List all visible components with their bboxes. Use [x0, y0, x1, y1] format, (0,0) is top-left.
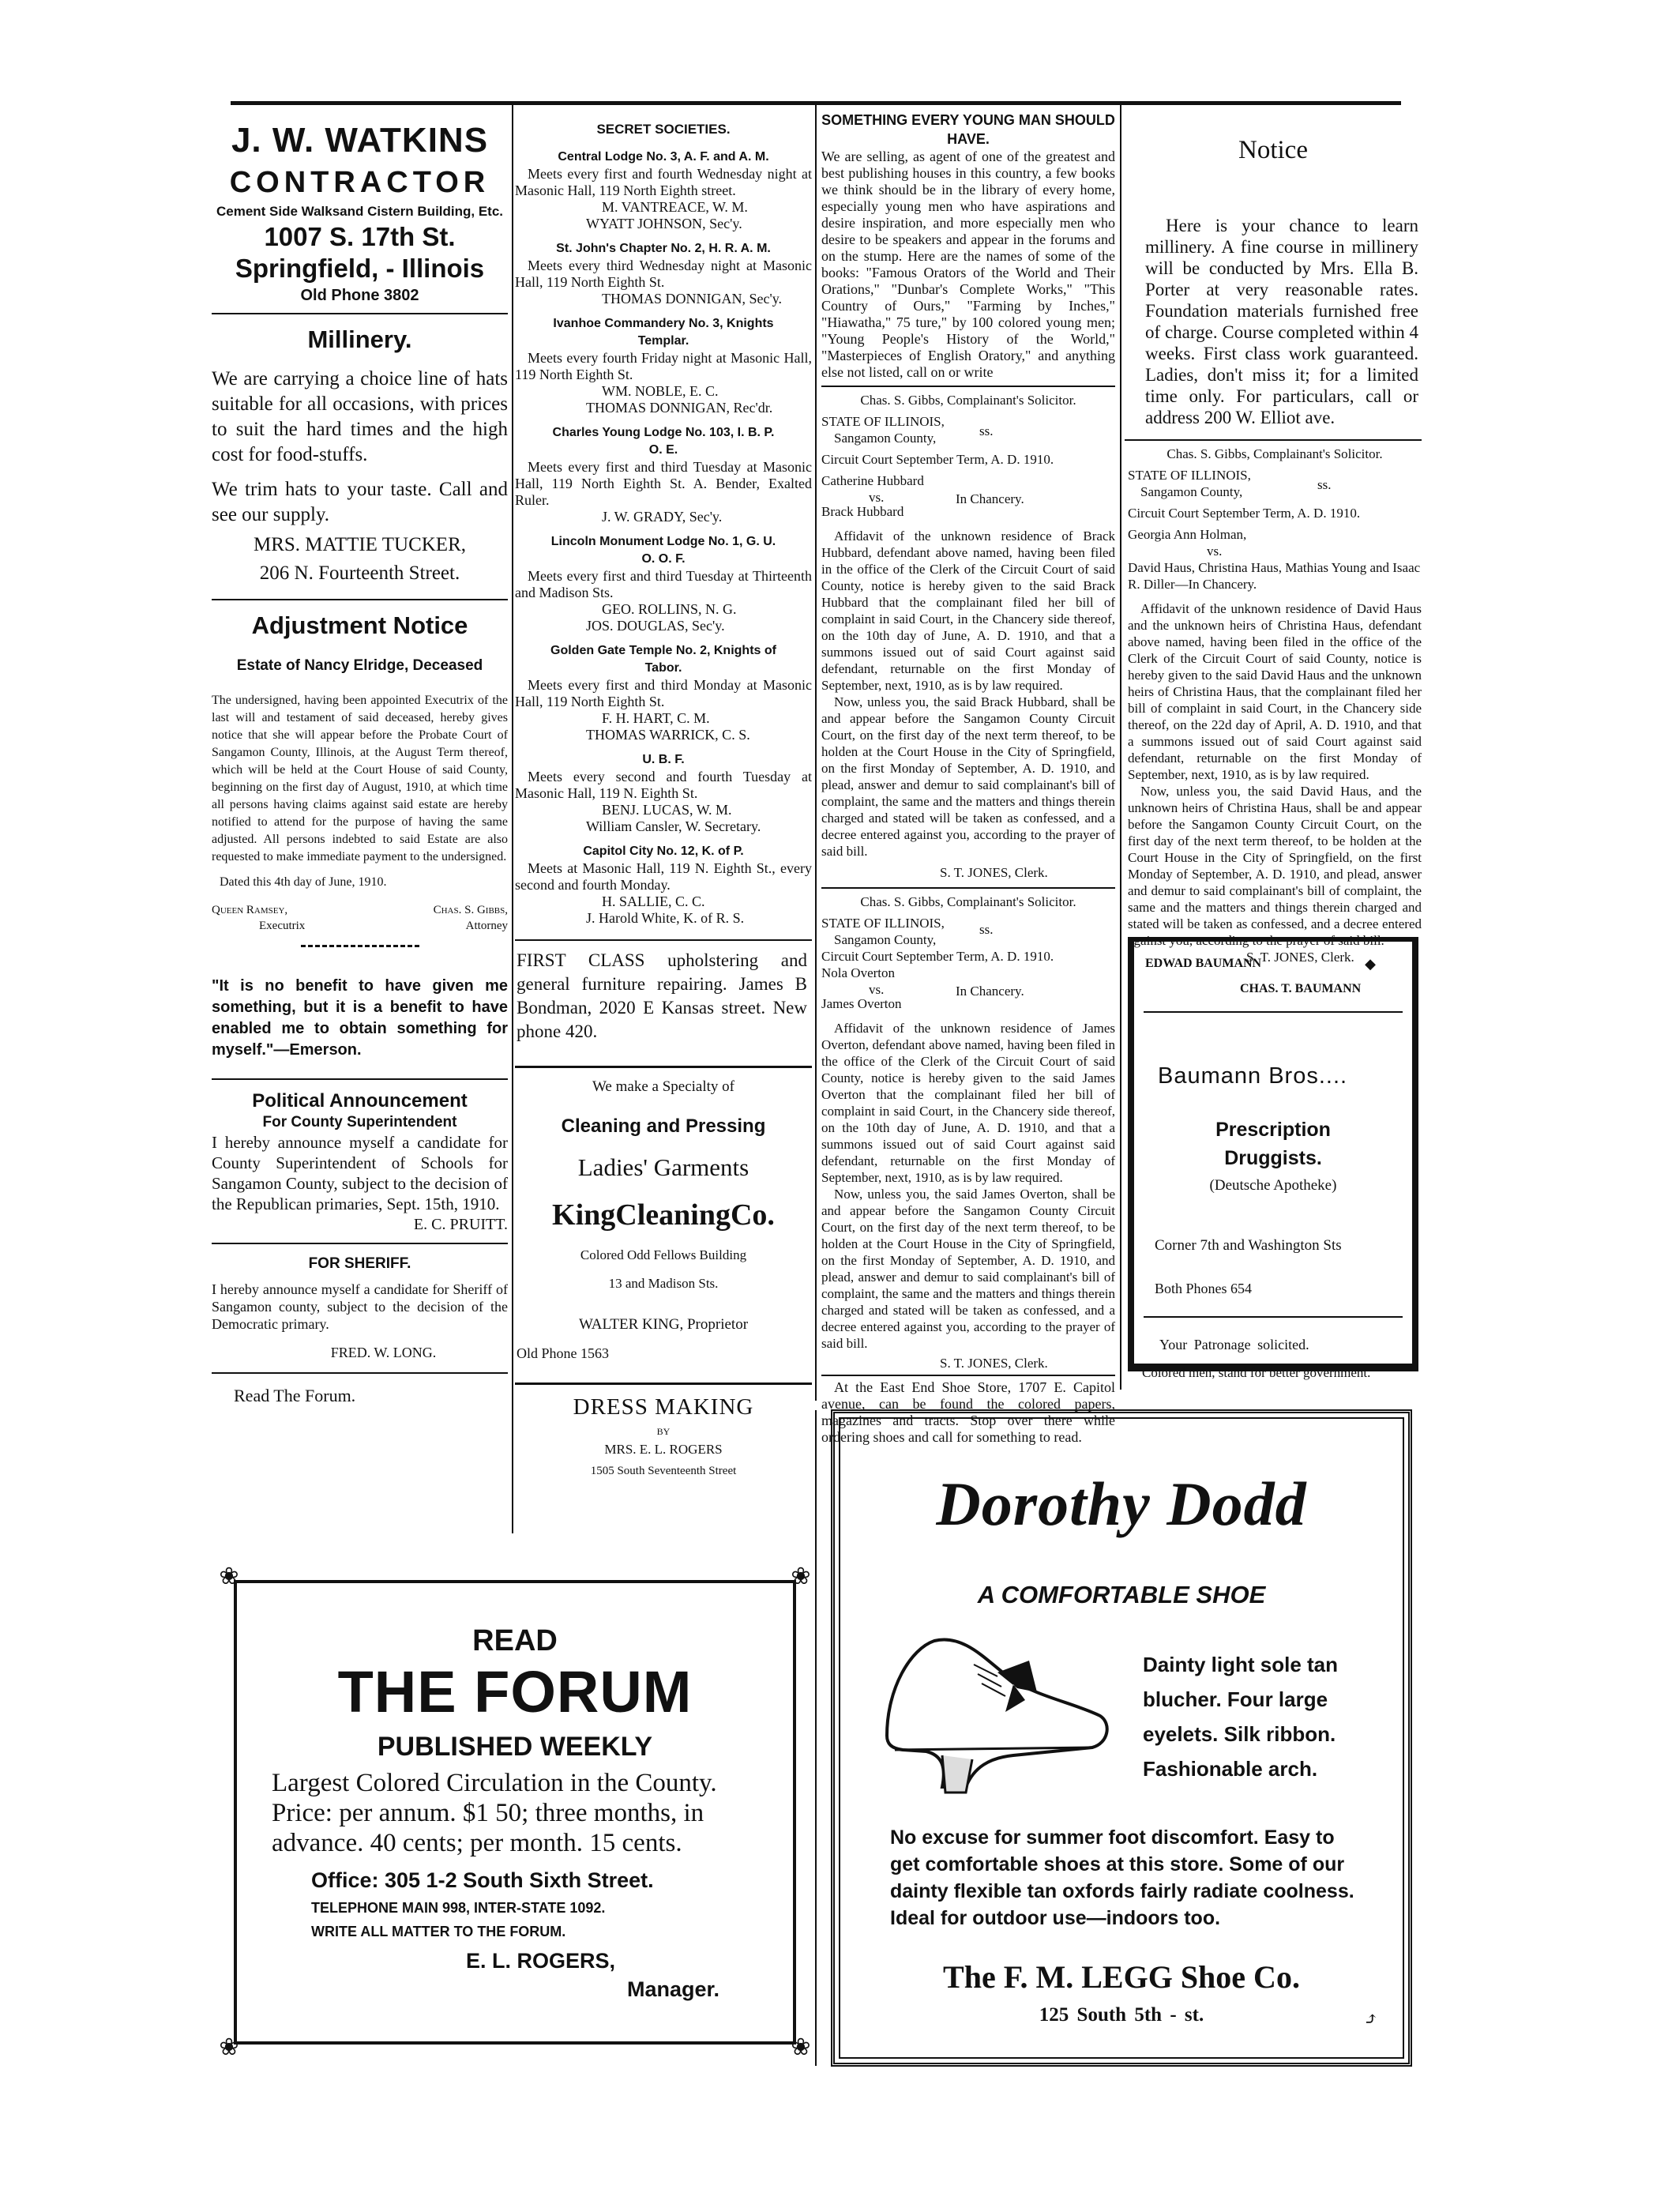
millinery-name: MRS. MATTIE TUCKER, [253, 534, 466, 555]
signature-right [434, 902, 508, 934]
lodge-officer: JOS. DOUGLAS, Sec'y. [586, 618, 725, 634]
legg-address: 125 South 5th - st. [1039, 2004, 1204, 2026]
sig-left-name: Queen Ramsey, [212, 904, 288, 916]
lodge-list [515, 149, 812, 927]
king-cleaning-ad [515, 1076, 812, 1364]
lodge-officer: J. Harold White, K. of R. S. [586, 910, 745, 926]
millinery-ad [212, 321, 508, 588]
shoe-headline: A COMFORTABLE SHOE [977, 1581, 1266, 1608]
overton-clerk: S. T. JONES, Clerk. [940, 1356, 1048, 1371]
hubbard-court: Circuit Court September Term, A. D. 1910. [821, 452, 1054, 467]
divider [212, 313, 508, 314]
holman-notice [1125, 446, 1422, 965]
sig-right-role: Attorney [465, 920, 508, 932]
lodge-name: U. B. F. [642, 753, 685, 766]
lodge-officer: William Cansler, W. Secretary. [586, 818, 761, 834]
overton-vs: vs. [869, 982, 885, 997]
hubbard-ss: ss. [979, 423, 994, 438]
millinery-p2: We trim hats to your taste. Call and see our supply. [212, 479, 508, 525]
colored-men-notice: Colored men, stand for better government. [1142, 1365, 1371, 1380]
overton-defendant: James Overton [821, 996, 902, 1011]
adjustment-title: Adjustment Notice [251, 611, 468, 639]
watkins-specialty: Cement Side Walksand Cistern Building, Etc. [216, 204, 504, 219]
baumann-address: Corner 7th and Washington Sts [1155, 1237, 1342, 1254]
baumann-names [1145, 954, 1404, 999]
lodge-meeting-text: Meets every first and third Monday at Masonic Hall, 119 North Eighth St. [515, 677, 812, 709]
lodge-officer: THOMAS WARRICK, C. S. [586, 727, 750, 743]
young-man-ad [821, 111, 1115, 381]
sheriff-title: FOR SHERIFF. [308, 1255, 411, 1272]
divider [212, 1372, 508, 1374]
lodge-meeting-text: Meets every fourth Friday night at Masonic Hall, 119 North Eighth St. [515, 350, 812, 382]
divider [1144, 1011, 1403, 1013]
baumann-firm: Baumann Bros.... [1158, 1063, 1348, 1089]
lodge-entry [515, 642, 812, 743]
young-man-body: We are selling, as agent of one of the greatest and best publishing houses in this country, a few books we think should be in the library of every home, especially young men who have aspirations and desire inspiration, and more especially men who desire to be speakers and appear in the forums and on the stump. Here are the names of some of the books: "Famous Orators of the World and Their Orations," "Dunbar's Complete Works," "This Country of Ours," "Farming by Inches," "Hiawatha," 75 ture," by 100 colored young men; "Young People's History of the World," "Masterpieces of English Oratory," and anything else not listed, call on or write [821, 149, 1115, 380]
adjustment-body: The undersigned, having been appointed Executrix of the last will and testament of said deceased, hereby gives notice that she will appear before the Probate Court of Sangamon County, Illinois, at the August Term thereof, which will be held at the Court House of said County, beginning on the first day of August, 1910, at which time all persons having claims against said estate are hereby notified to attend for the purpose of having the same adjusted. All persons indebted to said Estate are also requested to make immediate payment to the undersigned. [212, 694, 508, 863]
dorothy-dodd-logo: Dorothy Dodd [936, 1469, 1307, 1538]
hubbard-state-block [821, 413, 1115, 446]
forum-manager-name: E. L. ROGERS, [466, 1949, 616, 1973]
millinery-title: Millinery. [307, 325, 412, 353]
divider [515, 1382, 812, 1385]
forum-body: Largest Colored Circulation in the County. Price: per annum. $1 50; three months, in advance. 40 cents; per month. 15 cents. [272, 1769, 717, 1857]
baumann-name1: EDWAD BAUMANN [1145, 957, 1262, 970]
king-l3: Ladies' Garments [577, 1153, 749, 1181]
divider [1125, 439, 1422, 441]
overton-chancery: In Chancery. [956, 984, 1024, 999]
forum-telephone: TELEPHONE MAIN 998, INTER-STATE 1092. [311, 1900, 606, 1916]
shoe-outline [887, 1639, 1107, 1787]
king-l8: Old Phone 1563 [517, 1345, 609, 1361]
flourish-icon: ⤴ [1363, 2009, 1378, 2029]
ornament-icon: ❀ [791, 2034, 811, 2060]
lodge-entry [515, 240, 812, 307]
ornament-icon: ❀ [791, 1563, 811, 1589]
political-announcement [212, 1089, 508, 1235]
king-l2: Cleaning and Pressing [561, 1115, 766, 1137]
millinery-course-notice [1125, 133, 1422, 428]
shoe-body: No excuse for summer foot discomfort. Easy to get comfortable shoes at this store. Some of our dainty flexible tan oxfords fairly radiate coolness. Ideal for outdoor use—indoors too. [890, 1826, 1354, 1929]
lodge-officer: THOMAS DONNIGAN, Sec'y. [602, 291, 783, 307]
hubbard-p2: Now, unless you, the said Brack Hubbard, shall be and appear before the Sangamon County Circuit Court, on the first day of the next term thereof, to be holden at the Court House in the City of Springfield, on the first Monday of September, A. D. 1910, and plead, answer and demur to said complainant's bill of complaint, the same and the matters and things therein charged and stated will be taken as confessed, and a decree entered against you, according to the prayer of said bill. [821, 694, 1115, 859]
watkins-trade: CONTRACTOR [229, 166, 490, 199]
forum-title: THE FORUM [337, 1659, 693, 1725]
lodge-entry [515, 315, 812, 416]
king-l7: WALTER KING, Proprietor [578, 1316, 749, 1333]
overton-court: Circuit Court September Term, A. D. 1910. [821, 949, 1054, 964]
lodge-officer: BENJ. LUCAS, W. M. [602, 802, 732, 818]
forum-read: READ [472, 1624, 558, 1657]
holman-plaintiff: Georgia Ann Holman, [1128, 527, 1247, 542]
holman-county: Sangamon County, [1140, 484, 1243, 499]
king-l6: 13 and Madison Sts. [608, 1276, 719, 1291]
holman-vs: vs. [1207, 544, 1223, 559]
emerson-quote: "It is no benefit to have given me something, but it is a benefit to have enabled me to obtain something for myself."—Emerson. [212, 977, 508, 1059]
holman-p1: Affidavit of the unknown residence of David Haus and the unknown heirs of Christina Haus, defendant above named, having been filed in the office of the Clerk of the Circuit Court of said County, notice is hereby given to the said David Haus and the unknown heirs of Christina Haus, that the complainant filed her bill of complaint in said Court, in the Chancery side thereof, on the 22d day of April, A. D. 1910, and that a summons issued out of said Court against said defendant, returnable on the first Monday of September, next, 1910, as is by law required. [1128, 601, 1422, 782]
dress-address: 1505 South Seventeenth Street [590, 1465, 737, 1477]
political-body: I hereby announce myself a candidate for County Superintendent of Schools for Sangamon County, subject to the decision of the Republican primaries, Sept. 15th, 1910. [212, 1133, 508, 1213]
hubbard-clerk: S. T. JONES, Clerk. [940, 865, 1048, 880]
king-l4: KingCleaningCo. [552, 1198, 775, 1232]
holman-p2: Now, unless you, the said David Haus, and the unknown heirs of Christina Haus, shall be and appear before the Sangamon County Circuit Court, on the first day of the next term thereof, to be holden at the Court House in the City of Springfield, on the first Monday of September, A. D. 1910, and plead, answer and demur to said complainant's bill of complaint, the same and the matters and things therein charged and stated will be taken as confessed, and a decree entered against you, according to the prayer of said bill. [1128, 784, 1422, 948]
political-subtitle: For County Superintendent [262, 1114, 457, 1130]
baumann-l1: Prescription [1215, 1119, 1331, 1141]
lodge-meeting-text: Meets every third Wednesday night at Masonic Hall, 119 North Eighth St. [515, 258, 812, 290]
holman-state: STATE OF ILLINOIS, [1128, 468, 1251, 483]
hubbard-p1: Affidavit of the unknown residence of Brack Hubbard, defendant above named, having been filed in the office of the Clerk of the Circuit Court of said County, notice is hereby given to the said Brack Hubbard that the complainant filed her bill of complaint in said Court, in the Chancery side thereof, on the 10th day of June, A. D. 1910, and that a summons issued out of said Court against said defendant, returnable on the first Monday of September, next, 1910, as is by law required. [821, 529, 1115, 693]
divider [821, 887, 1115, 889]
divider [212, 599, 508, 600]
overton-p2: Now, unless you, the said James Overton, shall be and appear before the Sangamon County Circuit Court, on the first day of the next term thereof, to be holden at the Court House in the City of Springfield, on the first Monday of September, A. D. 1910, and plead, answer and demur to said complainant's bill of complaint, the same and the matters and things therein charged and stated will be taken as confessed, and a decree entered against you, according to the prayer of said bill. [821, 1187, 1115, 1351]
hubbard-defendant: Brack Hubbard [821, 504, 904, 519]
hubbard-chancery: In Chancery. [956, 491, 1024, 506]
adjustment-notice [212, 608, 508, 947]
lodge-name: Capitol City No. 12, K. of P. [583, 845, 744, 858]
hubbard-vs-row [821, 489, 1115, 506]
adjustment-subtitle: Estate of Nancy Elridge, Deceased [236, 657, 483, 674]
sheriff-announcement [212, 1252, 508, 1363]
shoe-store-notice: At the East End Shoe Store, 1707 E. Capitol avenue, can be found the colored papers, magazines and tracts. Stop over there while ordering shoes and call for something to read. [821, 1379, 1115, 1445]
overton-state: STATE OF ILLINOIS, [821, 916, 945, 931]
lodge-entry [515, 424, 812, 525]
lodge-officer: M. VANTREACE, W. M. [602, 199, 748, 215]
holman-solicitor: Chas. S. Gibbs, Complainant's Solicitor. [1166, 446, 1383, 461]
lodge-meeting-text: Meets every first and third Tuesday at Masonic Hall, 119 North Eighth St. A. Bender, Exalted Ruler. [515, 459, 812, 508]
forum-ad [219, 1563, 811, 2060]
lodge-officer: F. H. HART, C. M. [602, 710, 710, 726]
watkins-ad [212, 118, 508, 307]
ornament-icon: ❀ [219, 1563, 239, 1589]
forum-write: WRITE ALL MATTER TO THE FORUM. [311, 1924, 566, 1939]
adjustment-dated: Dated this 4th day of June, 1910. [220, 875, 387, 889]
young-man-title: SOMETHING EVERY YOUNG MAN SHOULD HAVE. [821, 112, 1115, 147]
dress-by: BY [656, 1426, 671, 1437]
hubbard-county: Sangamon County, [834, 431, 937, 446]
lodge-officer: THOMAS DONNIGAN, Rec'dr. [586, 400, 773, 416]
overton-vs-row [821, 981, 1115, 999]
lodge-meeting-text: Meets every first and third Tuesday at Thirteenth and Madison Sts. [515, 568, 812, 600]
watkins-phone: Old Phone 3802 [300, 287, 419, 304]
overton-notice [821, 893, 1115, 1371]
overton-state-block [821, 915, 1115, 948]
baumann-name2: CHAS. T. BAUMANN [1240, 982, 1362, 995]
shoe-heel [942, 1755, 972, 1793]
lodge-meeting-text: Meets every second and fourth Tuesday at Masonic Hall, 119 N. Eighth St. [515, 769, 812, 801]
divider [515, 1066, 812, 1068]
adjustment-signatures [212, 902, 508, 934]
lodge-entry [515, 751, 812, 835]
lodge-name: Lincoln Monument Lodge No. 1, G. U. O. O. F. [550, 535, 776, 566]
lodge-meeting-text: Meets at Masonic Hall, 119 N. Eighth St., every second and fourth Monday. [515, 860, 812, 893]
holman-clerk: S. T. JONES, Clerk. [1246, 950, 1354, 965]
dress-title: DRESS MAKING [573, 1394, 754, 1420]
lodge-officer: J. W. GRADY, Sec'y. [602, 509, 723, 525]
forum-office: Office: 305 1-2 South Sixth Street. [311, 1868, 654, 1892]
baumann-phones: Both Phones 654 [1155, 1281, 1253, 1296]
ornament-icon: ❀ [219, 2034, 239, 2060]
holman-state-block [1128, 467, 1422, 500]
lodge-name: St. John's Chapter No. 2, H. R. A. M. [556, 242, 771, 255]
lodge-officer: GEO. ROLLINS, N. G. [602, 601, 737, 617]
legg-company: The F. M. LEGG Shoe Co. [943, 1959, 1300, 1995]
baumann-l2: Druggists. [1224, 1147, 1322, 1169]
political-title: Political Announcement [252, 1090, 468, 1112]
overton-solicitor: Chas. S. Gibbs, Complainant's Solicitor. [860, 894, 1076, 909]
sheriff-body: I hereby announce myself a candidate for Sheriff of Sangamon county, subject to the decision of the Democratic primary. [212, 1281, 508, 1332]
lodge-meeting-text: Meets every first and fourth Wednesday night at Masonic Hall, 119 North Eighth street. [515, 166, 812, 198]
dress-name: MRS. E. L. ROGERS [604, 1442, 723, 1457]
hubbard-solicitor: Chas. S. Gibbs, Complainant's Solicitor. [860, 393, 1076, 408]
notice-body: Here is your chance to learn millinery. A fine course in millinery will be conducted by Mrs. Ella B. Porter at very reasonable rates. Foundation materials furnished free of charge. Course completed within 4 weeks. First class work guaranteed. Ladies, don't miss it; for a limited time only. For particulars, call or address 200 W. Elliot ave. [1145, 216, 1418, 427]
lodge-officer: H. SALLIE, C. C. [602, 893, 705, 909]
baumann-ad [1128, 937, 1418, 1371]
lodge-entry [515, 533, 812, 634]
dash-rule [301, 945, 419, 947]
forum-weekly: PUBLISHED WEEKLY [377, 1732, 653, 1762]
holman-defendant: David Haus, Christina Haus, Mathias Young and Isaac R. Diller—In Chancery. [1128, 560, 1421, 592]
pointer-icon: ◆ [1365, 956, 1376, 972]
lodge-name: Central Lodge No. 3, A. F. and A. M. [558, 150, 769, 164]
upholstering-ad: FIRST CLASS upholstering and general furniture repairing. James B Bondman, 2020 E Kansas street. New phone 420. [517, 950, 807, 1041]
king-l5: Colored Odd Fellows Building [580, 1247, 747, 1262]
divider [1144, 1316, 1403, 1318]
signature-left [212, 902, 305, 934]
hubbard-plaintiff: Catherine Hubbard [821, 473, 924, 488]
watkins-street: 1007 S. 17th St. [264, 222, 456, 251]
hubbard-notice [821, 392, 1115, 881]
column-3 [821, 111, 1115, 1445]
lodge-entry [515, 149, 812, 232]
lodge-entry [515, 843, 812, 927]
overton-ss: ss. [979, 922, 994, 937]
column-rule-lower [815, 1410, 817, 2066]
forum-manager-role: Manager. [627, 1977, 720, 2001]
column-rule-3 [1120, 105, 1121, 1390]
read-the-forum: Read The Forum. [234, 1386, 356, 1405]
column-1 [212, 118, 508, 1525]
column-rule-2 [815, 105, 817, 1401]
lodge-name: Charles Young Lodge No. 103, I. B. P. O. E. [552, 426, 775, 457]
baumann-patronage: Your Patronage solicited. [1159, 1337, 1309, 1352]
dress-making-ad [515, 1391, 812, 1483]
dorothy-dodd-ad [831, 1409, 1412, 2067]
overton-plaintiff: Nola Overton [821, 965, 896, 980]
divider [821, 386, 1115, 387]
shoe-illustration [879, 1617, 1116, 1799]
shoe-desc: Dainty light sole tan blucher. Four large eyelets. Silk ribbon. Fashionable arch. [1143, 1653, 1339, 1781]
millinery-p1: We are carrying a choice line of hats suitable for all occasions, with prices to suit the hard times and the high cost for food-stuffs. [212, 368, 508, 465]
divider [212, 1078, 508, 1080]
lodge-name: Golden Gate Temple No. 2, Knights of Tabor. [550, 644, 776, 675]
sig-right-name: Chas. S. Gibbs, [433, 904, 508, 916]
divider [821, 1375, 1115, 1376]
secret-societies-title: SECRET SOCIETIES. [596, 122, 731, 137]
column-rule-1 [512, 105, 513, 1533]
divider [212, 1243, 508, 1244]
holman-court: Circuit Court September Term, A. D. 1910. [1128, 506, 1361, 521]
holman-ss: ss. [1317, 477, 1332, 492]
sheriff-sig: FRED. W. LONG. [330, 1345, 437, 1360]
king-l1: We make a Specialty of [592, 1078, 734, 1095]
divider [515, 939, 812, 941]
column-2 [515, 118, 812, 1533]
overton-p1: Affidavit of the unknown residence of James Overton, defendant above named, having been filed in the office of the Clerk of the Circuit Court of said County, notice is hereby given to the said James Overton that the complainant filed her bill of complaint in said Court, in the Chancery side thereof, on the 10th day of June, A. D. 1910, and that a summons issued out of said Court against said defendant, returnable on the first Monday of September, next, 1910, as is by law required. [821, 1021, 1115, 1185]
sig-left-role: Executrix [259, 920, 306, 932]
notice-title: Notice [1238, 136, 1308, 164]
lodge-officer: WYATT JOHNSON, Sec'y. [586, 216, 742, 231]
lodge-officer: WM. NOBLE, E. C. [602, 383, 719, 399]
lodge-name: Ivanhoe Commandery No. 3, Knights Templar. [553, 317, 774, 348]
millinery-address: 206 N. Fourteenth Street. [259, 562, 460, 584]
political-sig: E. C. PRUITT. [413, 1216, 508, 1233]
hubbard-state: STATE OF ILLINOIS, [821, 414, 945, 429]
baumann-l3: (Deutsche Apotheke) [1209, 1177, 1337, 1194]
watkins-name: J. W. WATKINS [231, 121, 489, 160]
overton-county: Sangamon County, [834, 932, 937, 947]
watkins-city: Springfield, - Illinois [235, 254, 485, 283]
hubbard-vs: vs. [869, 490, 885, 505]
